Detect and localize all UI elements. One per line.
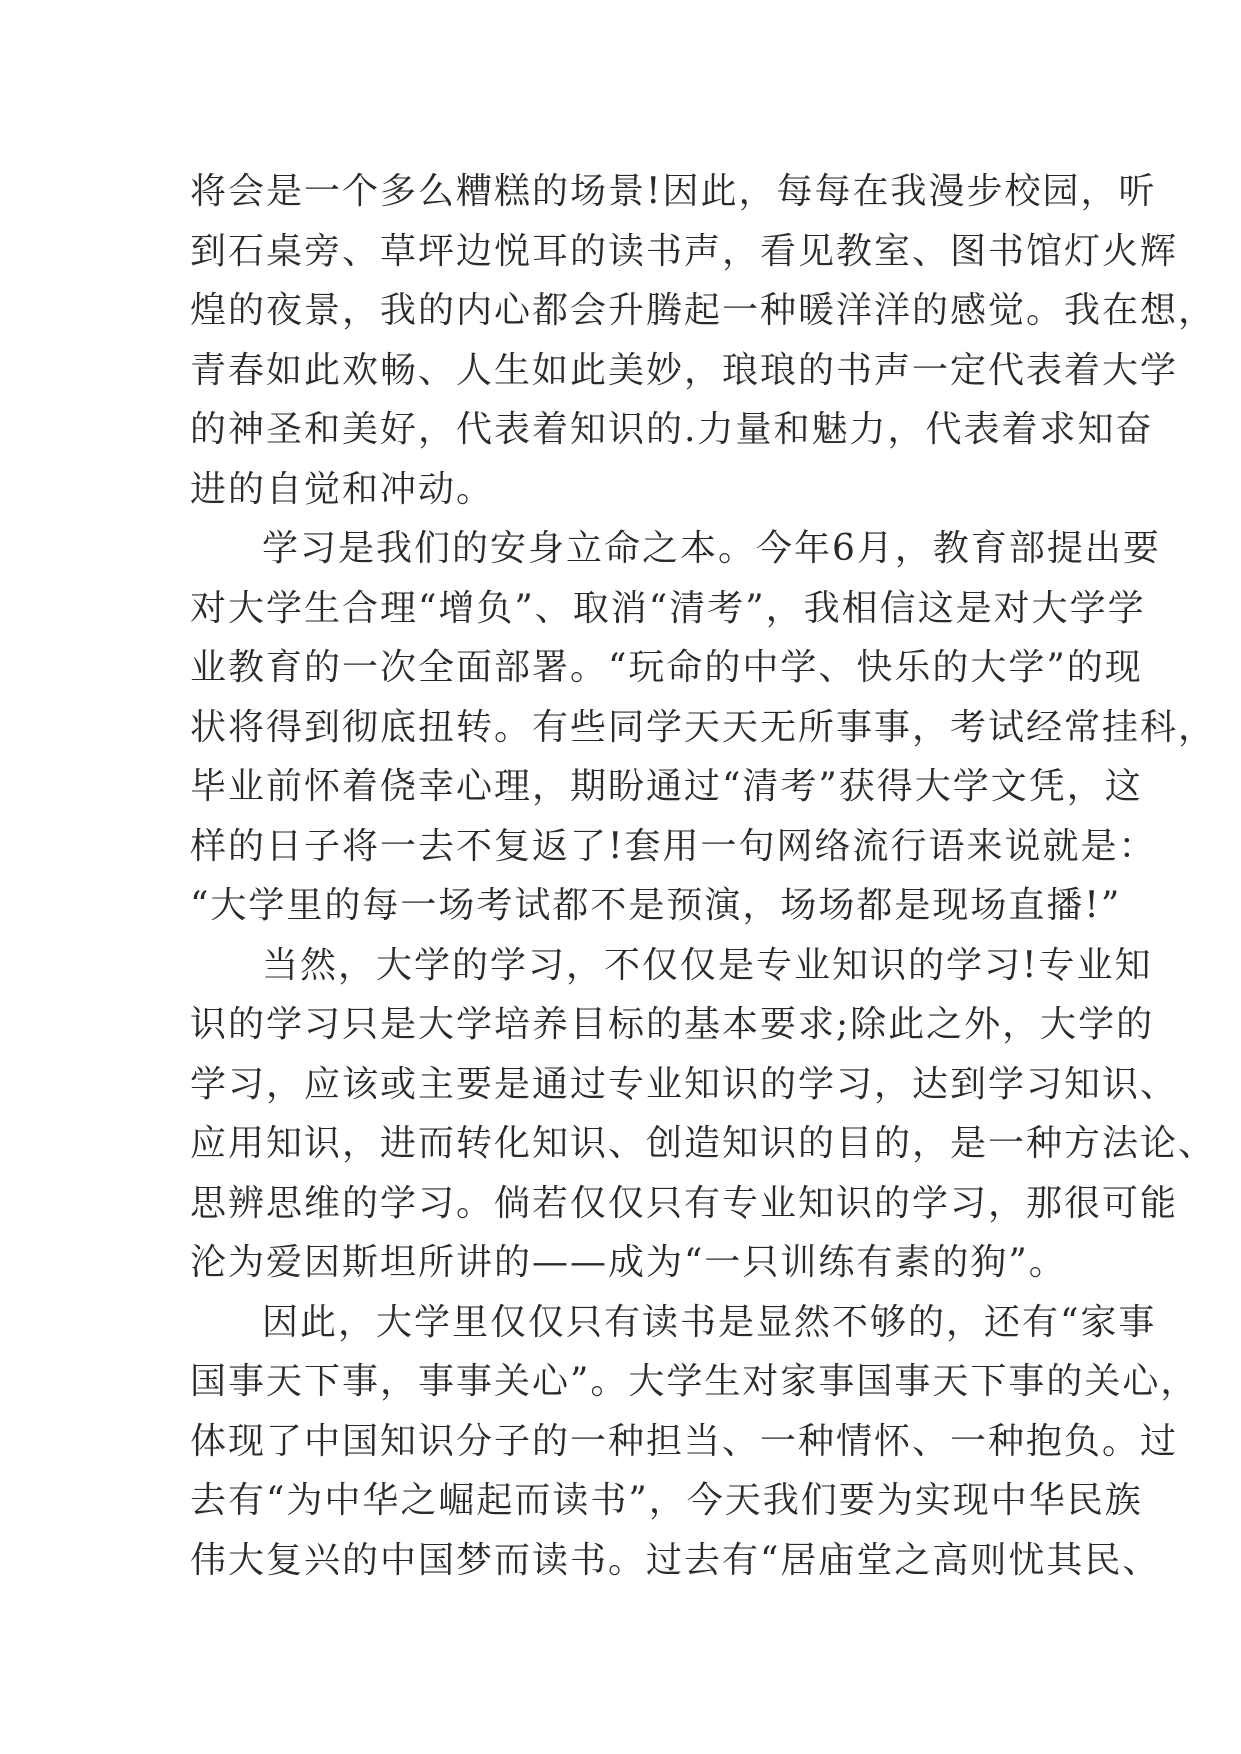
text-line: 识的学习只是大学培养目标的基本要求;除此之外，大学的 <box>190 1004 1155 1045</box>
text-line: 体现了中国知识分子的一种担当、一种情怀、一种抱负。过 <box>190 1420 1179 1462</box>
text-line: 煌的夜景，我的内心都会升腾起一种暖洋洋的感觉。我在想， <box>190 290 1217 331</box>
text-line: 到石桌旁、草坪边悦耳的读书声，看见教室、图书馆灯火辉 <box>190 230 1179 272</box>
text-line: 对大学生合理“增负”、取消“清考”，我相信这是对大学学 <box>190 587 1146 629</box>
text-line: 学习，应该或主要是通过专业知识的学习，达到学习知识、 <box>190 1063 1179 1105</box>
text-line: 将会是一个多么糟糕的场景!因此，每每在我漫步校园，听 <box>190 171 1157 212</box>
text-line: 业教育的一次全面部署。“玩命的中学、快乐的大学”的现 <box>190 647 1143 688</box>
paragraph-2 <box>190 519 1217 936</box>
paragraph-3 <box>190 936 1217 1293</box>
text-line: 进的自觉和冲动。 <box>190 468 495 510</box>
text-line: 国事天下事，事事关心”。大学生对家事国事天下事的关心， <box>190 1361 1199 1402</box>
text-line: 的神圣和美好，代表着知识的.力量和魅力，代表着求知奋 <box>190 409 1154 450</box>
text-line: 沦为爱因斯坦所讲的——成为“一只训练有素的狗”。 <box>190 1242 1067 1283</box>
text-line: 伟大复兴的中国梦而读书。过去有“居庙堂之高则忧其民、 <box>190 1539 1161 1581</box>
paragraph-4 <box>190 1293 1199 1591</box>
text-line: 青春如此欢畅、人生如此美妙，琅琅的书声一定代表着大学 <box>190 349 1179 391</box>
text-line: 思辨思维的学习。倘若仅仅只有专业知识的学习，那很可能 <box>190 1182 1179 1224</box>
text-line: 状将得到彻底扭转。有些同学天天无所事事，考试经常挂科， <box>190 706 1217 748</box>
text-line: 应用知识，进而转化知识、创造知识的目的，是一种方法论、 <box>190 1123 1217 1164</box>
text-line: 学习是我们的安身立命之本。今年6月，教育部提出要 <box>262 528 1161 569</box>
body-text <box>190 162 1217 1590</box>
paragraph-1 <box>190 162 1217 519</box>
text-line: 当然，大学的学习，不仅仅是专业知识的学习!专业知 <box>262 944 1153 986</box>
text-line: 毕业前怀着侥幸心理，期盼通过“清考”获得大学文凭，这 <box>190 766 1143 807</box>
text-line: 因此，大学里仅仅只有读书是显然不够的，还有“家事 <box>262 1301 1157 1343</box>
text-line: 样的日子将一去不复返了!套用一句网络流行语来说就是： <box>190 825 1157 867</box>
text-line: 去有“为中华之崛起而读书”，今天我们要为实现中华民族 <box>190 1480 1143 1521</box>
text-line: “大学里的每一场考试都不是预演，场场都是现场直播!” <box>190 885 1122 926</box>
